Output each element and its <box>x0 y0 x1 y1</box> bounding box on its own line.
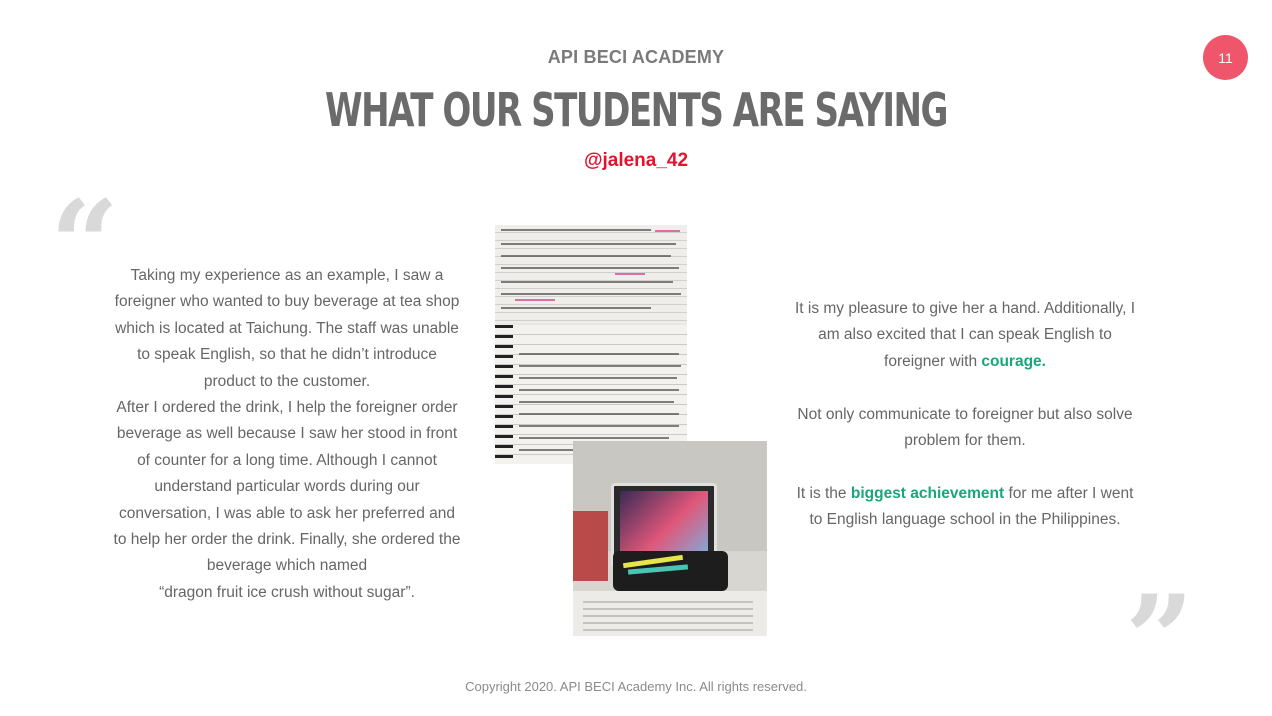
handwriting-line <box>519 365 681 367</box>
notebook-photo <box>495 225 687 464</box>
handwriting-line <box>501 229 651 231</box>
handwriting-line <box>519 425 679 427</box>
handwriting-line <box>655 230 680 232</box>
right-p3-text-after: for me after I went to English language school in the Philippines. <box>809 484 1134 529</box>
left-paragraph-2: After I ordered the drink, I help the foreigner order beverage as well because I saw her stood in front of counter for a long time. Although I cannot understand particular words during our conversation, I was able to ask her preferred and to help her order the drink. Finally, she ordered the beverage which named <box>113 399 461 575</box>
handwriting-line <box>501 281 673 283</box>
handwriting-line <box>501 243 676 245</box>
right-paragraph-1 <box>790 296 1140 375</box>
handwriting-line <box>519 401 674 403</box>
open-quote-icon: “ <box>50 174 120 315</box>
handwriting-line <box>519 377 677 379</box>
right-paragraph-2: Not only communicate to foreigner but also solve problem for them. <box>797 405 1133 450</box>
tablet-photo <box>573 441 767 636</box>
highlight-courage: courage. <box>981 352 1046 370</box>
close-quote-icon: ” <box>1125 569 1195 710</box>
right-p3-text-before: It is the <box>796 484 851 502</box>
academy-label: API BECI ACADEMY <box>547 47 725 67</box>
handwriting-line <box>519 437 669 439</box>
handwriting-line <box>501 267 679 269</box>
right-p1-text: It is my pleasure to give her a hand. Additionally, I am also excited that I can speak English to foreigner with <box>794 300 1136 370</box>
left-paragraph-1: Taking my experience as an example, I saw a foreigner who wanted to buy beverage at tea shop which is located at Taichung. The staff was unable to speak English, so that he didn’t introduce product to the customer. <box>114 267 460 390</box>
handwriting-line <box>519 449 579 451</box>
book-text-lines <box>583 601 753 631</box>
page-number-badge: 11 <box>1203 35 1248 80</box>
handwriting-line <box>501 293 681 295</box>
handwriting-line <box>519 413 679 415</box>
left-testimonial <box>112 263 462 606</box>
right-paragraph-3 <box>790 481 1140 534</box>
copyright-footer: Copyright 2020. API BECI Academy Inc. All rights reserved. <box>465 679 807 694</box>
left-paragraph-3: “dragon fruit ice crush without sugar”. <box>159 583 415 601</box>
student-handle: @jalena_42 <box>583 150 689 171</box>
handwriting-line <box>519 389 679 391</box>
page-title: WHAT OUR STUDENTS ARE SAYING <box>325 83 947 137</box>
handwriting-line <box>501 255 671 257</box>
highlight-achievement: biggest achievement <box>850 484 1005 502</box>
notebook-spiral <box>495 325 513 464</box>
handwriting-line <box>515 299 555 301</box>
handwriting-line <box>519 353 679 355</box>
handwriting-line <box>501 307 651 309</box>
tablet-screen <box>620 491 708 559</box>
photo-box <box>573 511 608 581</box>
right-testimonial <box>790 296 1140 560</box>
handwriting-line <box>615 273 645 275</box>
